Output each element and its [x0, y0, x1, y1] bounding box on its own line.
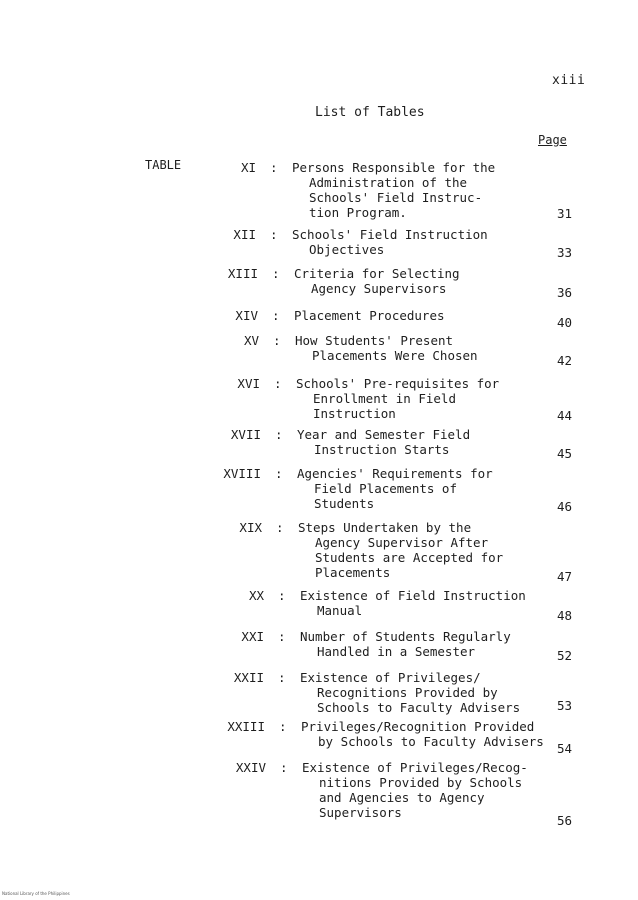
table-entry-title-line: Schools' Field Instruction: [292, 227, 488, 242]
table-entry-number: XXIII: [227, 719, 265, 734]
table-entry-separator: :: [278, 629, 286, 644]
table-entry-title-line: Enrollment in Field: [313, 391, 456, 406]
table-entry-title-line: Criteria for Selecting: [294, 266, 460, 281]
table-entry-page: 46: [556, 499, 572, 514]
table-entry-title-line: by Schools to Faculty Advisers: [318, 734, 544, 749]
table-entry-number: XII: [233, 227, 256, 242]
table-entry-separator: :: [272, 308, 280, 323]
table-entry-page: 48: [556, 608, 572, 623]
table-entry-title-line: Recognitions Provided by: [317, 685, 498, 700]
table-entry-title-line: Privileges/Recognition Provided: [301, 719, 535, 734]
table-entry-page: 40: [556, 315, 572, 330]
table-entry-title-line: Manual: [317, 603, 363, 618]
table-entry-title-line: How Students' Present: [295, 333, 454, 348]
table-entry-title-line: Placements Were Chosen: [312, 348, 478, 363]
table-entry-separator: :: [270, 160, 278, 175]
table-entry-separator: :: [274, 376, 282, 391]
table-entry-number: XXIV: [235, 760, 266, 775]
table-entry-title-line: Number of Students Regularly: [300, 629, 511, 644]
table-entry-number: XXII: [233, 670, 264, 685]
table-entry-title-line: Administration of the: [309, 175, 468, 190]
table-entry-title-line: Agencies' Requirements for: [297, 466, 493, 481]
table-entry-title-line: Existence of Privileges/Recog-: [302, 760, 528, 775]
table-entry-page: 45: [556, 446, 572, 461]
table-entry-page: 44: [556, 408, 572, 423]
table-entry-page: 54: [556, 741, 572, 756]
table-entry-page: 47: [556, 569, 572, 584]
table-entry-page: 33: [556, 245, 572, 260]
table-entry-title-line: Existence of Field Instruction: [300, 588, 526, 603]
table-entry-page: 36: [556, 285, 572, 300]
table-entry-title-line: Placements: [315, 565, 391, 580]
table-entry-page: 53: [556, 698, 572, 713]
page-column-header: Page: [538, 133, 567, 147]
document-title: List of Tables: [315, 105, 425, 120]
table-entry-number: XIII: [227, 266, 258, 281]
table-entry-number: XV: [243, 333, 259, 348]
table-entry-title-line: Instruction Starts: [314, 442, 450, 457]
table-entry-title-line: Students are Accepted for: [315, 550, 504, 565]
table-entry-title-line: Agency Supervisor After: [315, 535, 489, 550]
table-entry-separator: :: [273, 333, 281, 348]
table-entry-separator: :: [278, 588, 286, 603]
table-entry-number: XIV: [235, 308, 258, 323]
table-entry-number: XVI: [237, 376, 260, 391]
table-entry-title-line: nitions Provided by Schools: [319, 775, 523, 790]
table-entry-number: XIX: [239, 520, 262, 535]
page-number: xiii: [552, 73, 586, 88]
table-entry-number: XVIII: [223, 466, 261, 481]
table-entry-number: XX: [248, 588, 264, 603]
table-entry-title-line: Schools' Field Instruc-: [309, 190, 483, 205]
footer-watermark: National Library of the Philippines: [2, 891, 70, 896]
table-entry-title-line: Year and Semester Field: [297, 427, 471, 442]
table-entry-number: XXI: [241, 629, 264, 644]
table-entry-title-line: Schools' Pre-requisites for: [296, 376, 500, 391]
table-entry-title-line: Instruction: [313, 406, 396, 421]
table-entry-title-line: Schools to Faculty Advisers: [317, 700, 521, 715]
table-entry-separator: :: [278, 670, 286, 685]
table-entry-separator: :: [275, 466, 283, 481]
table-entry-title-line: Handled in a Semester: [317, 644, 476, 659]
table-entry-title-line: Steps Undertaken by the: [298, 520, 472, 535]
table-entry-title-line: Existence of Privileges/: [300, 670, 481, 685]
table-entry-title-line: tion Program.: [309, 205, 407, 220]
table-column-label: TABLE: [145, 158, 182, 172]
table-entry-title-line: Field Placements of: [314, 481, 457, 496]
table-entry-number: XVII: [230, 427, 261, 442]
table-entry-separator: :: [276, 520, 284, 535]
table-entry-title-line: and Agencies to Agency: [319, 790, 485, 805]
table-entry-page: 52: [556, 648, 572, 663]
table-entry-separator: :: [280, 760, 288, 775]
table-entry-separator: :: [279, 719, 287, 734]
table-entry-separator: :: [272, 266, 280, 281]
table-entry-page: 42: [556, 353, 572, 368]
table-entry-separator: :: [270, 227, 278, 242]
table-entry-title-line: Agency Supervisors: [311, 281, 447, 296]
table-entry-page: 56: [556, 813, 572, 828]
table-entry-title-line: Objectives: [309, 242, 385, 257]
table-entry-title-line: Students: [314, 496, 375, 511]
table-entry-title-line: Persons Responsible for the: [292, 160, 496, 175]
table-entry-separator: :: [275, 427, 283, 442]
table-entry-title-line: Placement Procedures: [294, 308, 445, 323]
table-entry-page: 31: [556, 206, 572, 221]
table-entry-title-line: Supervisors: [319, 805, 402, 820]
table-entry-number: XI: [240, 160, 256, 175]
